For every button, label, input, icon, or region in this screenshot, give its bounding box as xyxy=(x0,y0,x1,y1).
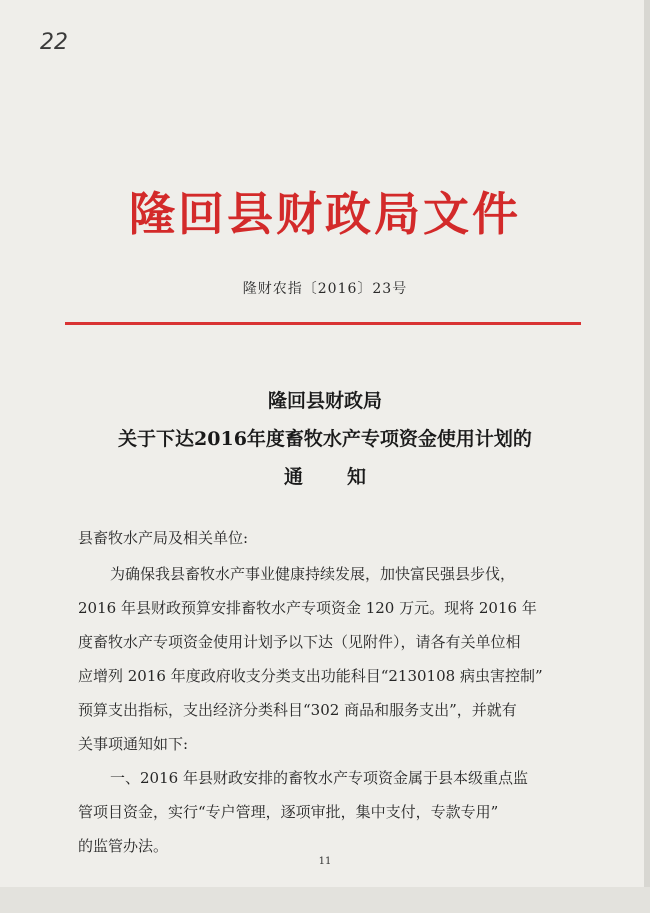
document-number: 隆财农指〔2016〕23号 xyxy=(242,281,408,297)
body-line: 的监管办法。 xyxy=(78,837,169,855)
body-line: 应增列 2016 年度政府收支分类支出功能科目“2130108 病虫害控制” xyxy=(78,667,543,685)
body-line: 度畜牧水产专项资金使用计划予以下达（见附件），请各有关单位相 xyxy=(78,633,521,651)
body-addressee: 县畜牧水产局及相关单位: xyxy=(78,529,249,547)
scan-bottom-strip xyxy=(0,887,650,913)
notice-title-subject: 关于下达2016年度畜牧水产专项资金使用计划的 xyxy=(118,428,532,450)
body-line: 管项目资金，实行“专户管理，逐项审批，集中支付，专款专用” xyxy=(78,803,499,821)
red-divider-rule xyxy=(65,322,581,325)
body-line: 2016 年县财政预算安排畜牧水产专项资金 120 万元。现将 2016 年 xyxy=(78,599,537,617)
body-line: 一、2016 年县财政安排的畜牧水产专项资金属于县本级重点监 xyxy=(110,769,528,787)
notice-title-issuer: 隆回县财政局 xyxy=(267,390,382,412)
body-line: 预算支出指标，支出经济分类科目“302 商品和服务支出”，并就有 xyxy=(78,701,517,719)
masthead-title: 隆回县财政局文件 xyxy=(129,187,521,241)
notice-title-type: 通知 xyxy=(283,466,410,488)
page-number: 11 xyxy=(318,856,332,867)
scan-edge xyxy=(644,0,650,913)
body-line: 为确保我县畜牧水产事业健康持续发展，加快富民强县步伐， xyxy=(110,565,516,583)
body-line: 关事项通知如下: xyxy=(78,735,189,753)
handwritten-page-mark: 22 xyxy=(40,30,68,55)
